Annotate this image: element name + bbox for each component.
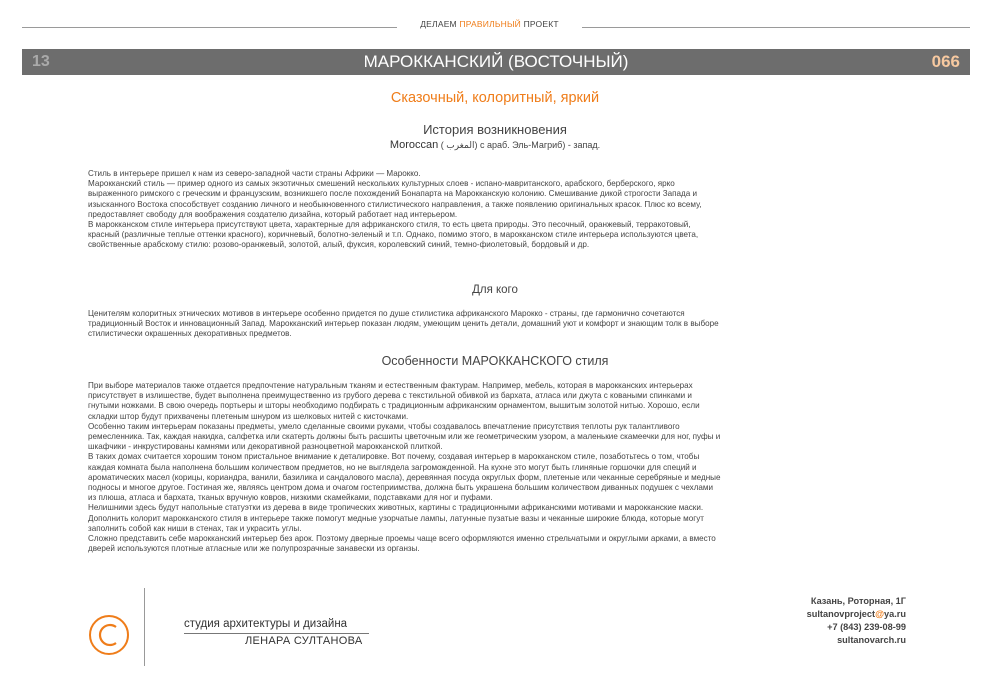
- origin-name: Moroccan: [389, 139, 439, 151]
- footer-divider: [144, 588, 145, 666]
- address: Казань, Роторная, 1Г: [810, 596, 906, 606]
- top-slogan-pre: ДЕЛАЕМ: [420, 19, 457, 29]
- text-line: изысканного Востока способствует созданию личного и необыкновенного стилистического направления, а также появлению оригинальных красок. Плюс ко всему,: [88, 199, 702, 209]
- top-slogan: [397, 19, 582, 29]
- text-line: стилистически окрашенных декоративных предметов.: [88, 329, 292, 339]
- text-line: Дополнить колорит марокканского стиля в интерьере также помогут медные узорчатые лампы, латунные пузатые вазы и чеканные широкие блюда, которые могут: [88, 513, 704, 523]
- text-line: выраженного римского с греческим и французским, возникшего после похождений Бонапарта на Марокканскую колонию. Смешивание дикой строгости Запада и: [88, 189, 697, 199]
- email-domain: ya.ru: [884, 609, 906, 619]
- features-heading: Особенности МАРОККАНСКОГО стиля: [381, 354, 609, 368]
- text-line: Стиль в интерьере пришел к нам из северо-западной части страны Африки — Марокко.: [88, 169, 421, 178]
- studio-underline: [184, 633, 369, 634]
- who-heading: Для кого: [472, 284, 518, 296]
- text-line: ремесленника. Так, каждая накидка, салфетка или скатерть должны быть расшиты цветочным или же геометрическим узором, а маленькие скамеечки для ног, пуфы и: [88, 432, 721, 442]
- text-line: шкафчики - инкрустированы камнями или декоративной разноцветной марокканской плиткой.: [88, 442, 443, 452]
- email-at: @: [875, 609, 885, 619]
- studio-name: ЛЕНАРА СУЛТАНОВА: [245, 635, 363, 647]
- features-paragraph: [88, 381, 908, 554]
- text-line: заполнить собой как ниши в стенах, так и украсить углы.: [88, 523, 302, 533]
- text-line: красный (различные теплые оттенки красного), коричневый, болотно-зеленый и т.п. Однако, помимо этого, в марокканском стиле интерьера используются цвета,: [88, 230, 699, 240]
- page-code: 066: [931, 52, 960, 71]
- top-rule-left: [22, 27, 397, 28]
- text-line: из плюша, атласа и бархата, тканых вручную ковров, низкими скамейками, подставками для ног и пуфами.: [88, 493, 493, 503]
- top-slogan-accent: ПРАВИЛЬНЫЙ: [459, 19, 521, 29]
- text-line: присутствует в излишестве, будет выполнена преимущественно из грубого дерева с текстильной обивкой из бархата, атласа или джута с коваными спинками и: [88, 391, 692, 401]
- studio-logo-icon: [88, 614, 130, 656]
- history-paragraph: [88, 169, 908, 251]
- who-paragraph: [88, 309, 908, 340]
- website-link[interactable]: sultanovarch.ru: [837, 635, 906, 645]
- origin-line: [0, 139, 990, 151]
- text-line: подносы и многое другое. Гостиная же, являясь центром дома и очагом гостеприимства, должна быть украшена большим количеством диванных подушек с чехлами: [88, 483, 714, 493]
- history-heading: История возникновения: [423, 122, 567, 137]
- origin-rest: ( المغرب) с араб. Эль-Магриб) - запад.: [440, 140, 601, 150]
- page-title: МАРОККАНСКИЙ (ВОСТОЧНЫЙ): [363, 52, 629, 71]
- text-line: Сложно представить себе марокканский интерьер без арок. Поэтому дверные проемы чаще всего оформляются именно стрельчатыми и округлыми арками, а вместо: [88, 534, 716, 544]
- text-line: каждая комната была наполнена большим количеством предметов, но не выглядела загроможденной. На кухне это могут быть глиняные горшочки для специй и: [88, 462, 697, 472]
- page-number: 13: [32, 53, 50, 70]
- text-line: гнутыми ножками. В свою очередь портьеры и шторы необходимо подбирать с традиционным африканским орнаментом, вышитым золотой нитью. Хорошо, если: [88, 401, 700, 411]
- phone: +7 (843) 239-08-99: [827, 622, 906, 632]
- text-line: ароматических масел (корицы, кориандра, ванили, базилика и сандалового масла), деревянная посуда округлых форм, плетеные или чеканные серебряные и медные: [88, 472, 721, 482]
- tagline: Сказочный, колоритный, яркий: [390, 90, 600, 106]
- studio-label: студия архитектуры и дизайна: [184, 618, 348, 630]
- text-line: Особенно таким интерьерам показаны предметы, умело сделанные своими руками, чтобы создавалось впечатление присутствия теплоты рук талантливого: [88, 421, 680, 431]
- contacts-block: [807, 595, 906, 647]
- text-line: При выборе материалов также отдается предпочтение натуральным тканям и естественным фактурам. Например, мебель, которая в марокканских интерьерах: [88, 381, 693, 390]
- top-rule-right: [582, 27, 970, 28]
- text-line: дверей используются плотные атласные или же полупрозрачные занавески из органзы.: [88, 544, 420, 554]
- text-line: традиционный Восток и инновационный Запад. Марокканский интерьер показан людям, умеющим ценить детали, домашний уют и комфорт и знающим толк в выборе: [88, 319, 719, 329]
- email-link[interactable]: [807, 608, 906, 621]
- text-line: Ценителям колоритных этнических мотивов в интерьере особенно придется по душе стилистика африканского Марокко - страны, где гармонично сочетаются: [88, 309, 685, 318]
- text-line: В марокканском стиле интерьера присутствуют цвета, характерные для африканского стиля, то есть цвета природы. Это песочный, оранжевый, терракотовый,: [88, 220, 691, 230]
- text-line: свойственные арабскому стилю: розово-оранжевый, золотой, алый, фуксия, королевский синий, темно-фиолетовый, бордовый и др.: [88, 240, 590, 250]
- text-line: складки штор будут прихвачены плетеным шнуром из шелковых нитей с кисточками.: [88, 411, 409, 421]
- text-line: Нелишними здесь будут напольные статуэтки из дерева в виде тропических животных, картины с традиционными африканскими мотивами и марокканские маски.: [88, 503, 704, 513]
- header-bar: [22, 49, 970, 75]
- text-line: предоставляет свободу для воображения создателю дизайна, который работает над интерьером.: [88, 209, 458, 219]
- top-slogan-post: ПРОЕКТ: [523, 19, 559, 29]
- text-line: В таких домах считается хорошим тоном пристальное внимание к деталировке. Вот почему, создавая интерьер в марокканском стиле, позаботьтесь о том, чтобы: [88, 452, 700, 462]
- text-line: Марокканский стиль — пример одного из самых экзотичных смешений нескольких культурных слоев - испано-мавританского, арабского, берберского, ярко: [88, 179, 675, 189]
- email-user: sultanovproject: [806, 609, 876, 619]
